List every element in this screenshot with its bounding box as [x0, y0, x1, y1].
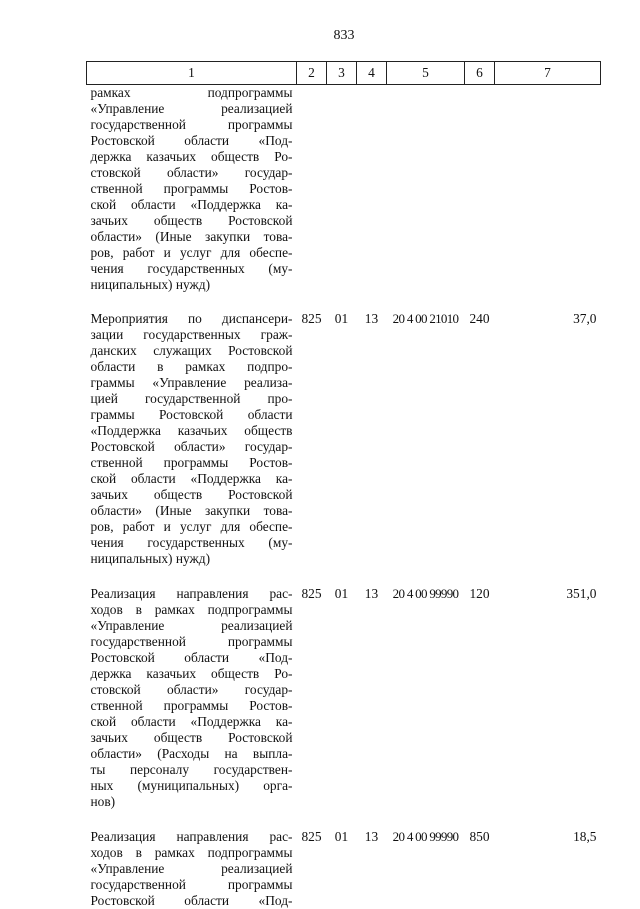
- description-line: стовской области» государ-: [91, 682, 293, 698]
- row-ministry-code: 825: [297, 309, 327, 584]
- description-line: Реализация направления рас-: [91, 829, 293, 845]
- description-line: зачьих обществ Ростовской: [91, 487, 293, 503]
- description-line: ходов в рамках подпрограммы: [91, 602, 293, 618]
- description-line: стовской области» государ-: [91, 165, 293, 181]
- budget-table-body: [87, 85, 601, 909]
- description-line: Реализация направления рас-: [91, 586, 293, 602]
- description-line: граммы Ростовской области: [91, 407, 293, 423]
- row-section-code: 01: [327, 584, 357, 827]
- description-line: ственной программы Ростов-: [91, 455, 293, 471]
- row-expense-type-code: [465, 85, 495, 310]
- description-line: ской области «Поддержка ка-: [91, 471, 293, 487]
- description-line: ты персоналу государствен-: [91, 762, 293, 778]
- description-line: Ростовской области» государ-: [91, 439, 293, 455]
- description-line: ных (муниципальных) орга-: [91, 778, 293, 794]
- description-line: области в рамках подпро-: [91, 359, 293, 375]
- row-amount: 37,0: [495, 309, 601, 584]
- description-line: чения государственных (му-: [91, 261, 293, 277]
- row-ministry-code: 825: [297, 584, 327, 827]
- row-ministry-code: 825: [297, 827, 327, 909]
- description-line: Ростовской области «Под-: [91, 893, 293, 909]
- row-target-item-code: 20 4 00 21010: [387, 309, 465, 584]
- row-subsection-code: 13: [357, 309, 387, 584]
- description-line: нов): [91, 794, 293, 810]
- description-line: ственной программы Ростов-: [91, 698, 293, 714]
- description-line: Ростовской области «Под-: [91, 650, 293, 666]
- description-line: держка казачьих обществ Ро-: [91, 666, 293, 682]
- description-line: ской области «Поддержка ка-: [91, 197, 293, 213]
- description-line: Мероприятия по диспансери-: [91, 311, 293, 327]
- column-header-target-item-code: 5: [387, 62, 465, 85]
- description-line: государственной программы: [91, 877, 293, 893]
- description-line: ниципальных) нужд): [91, 277, 293, 293]
- description-line: зации государственных граж-: [91, 327, 293, 343]
- row-description: [87, 827, 297, 909]
- description-line: ниципальных) нужд): [91, 551, 293, 567]
- row-subsection-code: [357, 85, 387, 310]
- row-description: [87, 584, 297, 827]
- description-line: ров, работ и услуг для обеспе-: [91, 519, 293, 535]
- description-line: области» (Иные закупки това-: [91, 229, 293, 245]
- row-ministry-code: [297, 85, 327, 310]
- row-subsection-code: 13: [357, 827, 387, 909]
- description-line: государственной программы: [91, 117, 293, 133]
- description-line: «Управление реализацией: [91, 618, 293, 634]
- description-line: Ростовской области «Под-: [91, 133, 293, 149]
- row-target-item-code: 20 4 00 99990: [387, 827, 465, 909]
- column-header-description: 1: [87, 62, 297, 85]
- row-section-code: 01: [327, 309, 357, 584]
- row-amount: 351,0: [495, 584, 601, 827]
- row-section-code: 01: [327, 827, 357, 909]
- row-target-item-code: [387, 85, 465, 310]
- description-line: зачьих обществ Ростовской: [91, 213, 293, 229]
- description-line: ской области «Поддержка ка-: [91, 714, 293, 730]
- table-row: [87, 85, 601, 310]
- description-line: ственной программы Ростов-: [91, 181, 293, 197]
- description-line: ходов в рамках подпрограммы: [91, 845, 293, 861]
- page-number: 833: [0, 28, 640, 44]
- description-line: рамках подпрограммы: [91, 85, 293, 101]
- table-row: [87, 827, 601, 909]
- budget-table: [86, 61, 601, 909]
- table-row: [87, 584, 601, 827]
- row-expense-type-code: 850: [465, 827, 495, 909]
- description-line: «Управление реализацией: [91, 861, 293, 877]
- description-line: чения государственных (му-: [91, 535, 293, 551]
- description-line: граммы «Управление реализа-: [91, 375, 293, 391]
- column-header-expense-type-code: 6: [465, 62, 495, 85]
- description-line: ров, работ и услуг для обеспе-: [91, 245, 293, 261]
- column-header-ministry-code: 2: [297, 62, 327, 85]
- row-expense-type-code: 240: [465, 309, 495, 584]
- column-number-header-row: [87, 62, 601, 85]
- row-description: [87, 85, 297, 310]
- column-header-amount: 7: [495, 62, 601, 85]
- row-section-code: [327, 85, 357, 310]
- column-header-section-code: 3: [327, 62, 357, 85]
- table-row: [87, 309, 601, 584]
- description-line: области» (Расходы на выпла-: [91, 746, 293, 762]
- description-line: держка казачьих обществ Ро-: [91, 149, 293, 165]
- description-line: области» (Иные закупки това-: [91, 503, 293, 519]
- description-line: «Поддержка казачьих обществ: [91, 423, 293, 439]
- row-description: [87, 309, 297, 584]
- column-header-subsection-code: 4: [357, 62, 387, 85]
- row-subsection-code: 13: [357, 584, 387, 827]
- row-amount: 18,5: [495, 827, 601, 909]
- description-line: государственной программы: [91, 634, 293, 650]
- row-target-item-code: 20 4 00 99990: [387, 584, 465, 827]
- description-line: «Управление реализацией: [91, 101, 293, 117]
- description-line: зачьих обществ Ростовской: [91, 730, 293, 746]
- row-amount: [495, 85, 601, 310]
- row-expense-type-code: 120: [465, 584, 495, 827]
- description-line: данских служащих Ростовской: [91, 343, 293, 359]
- description-line: цией государственной про-: [91, 391, 293, 407]
